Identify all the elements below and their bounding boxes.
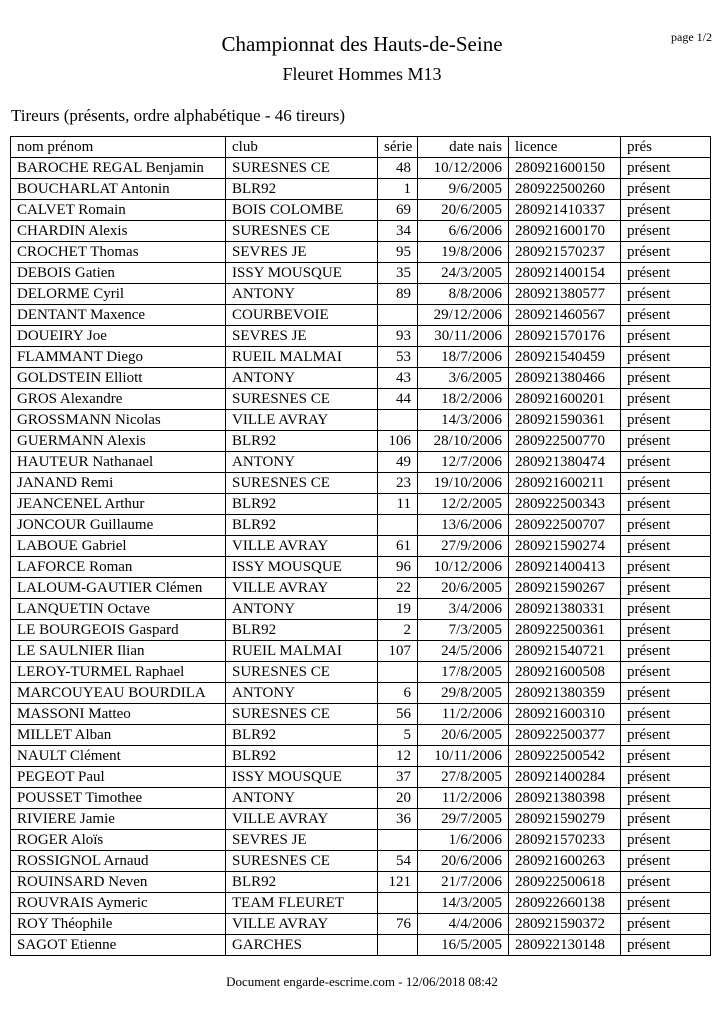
cell-club: VILLE AVRAY bbox=[226, 914, 378, 935]
cell-pres: présent bbox=[621, 473, 711, 494]
cell-serie: 95 bbox=[378, 242, 418, 263]
cell-serie: 121 bbox=[378, 872, 418, 893]
cell-date-nais: 24/5/2006 bbox=[418, 641, 509, 662]
cell-licence: 280921410337 bbox=[509, 200, 621, 221]
cell-pres: présent bbox=[621, 641, 711, 662]
table-row bbox=[11, 326, 711, 347]
table-body bbox=[11, 158, 711, 956]
cell-date-nais: 8/8/2006 bbox=[418, 284, 509, 305]
table-row bbox=[11, 599, 711, 620]
cell-licence: 280921600508 bbox=[509, 662, 621, 683]
cell-club: SURESNES CE bbox=[226, 221, 378, 242]
cell-pres: présent bbox=[621, 200, 711, 221]
cell-date-nais: 16/5/2005 bbox=[418, 935, 509, 956]
cell-date-nais: 24/3/2005 bbox=[418, 263, 509, 284]
cell-licence: 280921600310 bbox=[509, 704, 621, 725]
cell-club: ANTONY bbox=[226, 599, 378, 620]
page-subtitle: Fleuret Hommes M13 bbox=[282, 64, 442, 84]
table-row bbox=[11, 641, 711, 662]
cell-pres: présent bbox=[621, 872, 711, 893]
cell-date-nais: 11/2/2006 bbox=[418, 704, 509, 725]
table-row bbox=[11, 914, 711, 935]
cell-serie: 56 bbox=[378, 704, 418, 725]
cell-name: ROUINSARD Neven bbox=[11, 872, 226, 893]
table-row bbox=[11, 851, 711, 872]
cell-pres: présent bbox=[621, 725, 711, 746]
cell-club: GARCHES bbox=[226, 935, 378, 956]
table-row bbox=[11, 347, 711, 368]
cell-serie: 93 bbox=[378, 326, 418, 347]
table-row bbox=[11, 662, 711, 683]
cell-serie: 37 bbox=[378, 767, 418, 788]
cell-pres: présent bbox=[621, 620, 711, 641]
column-header-club: club bbox=[226, 137, 378, 158]
cell-name: FLAMMANT Diego bbox=[11, 347, 226, 368]
cell-licence: 280921380398 bbox=[509, 788, 621, 809]
cell-serie: 19 bbox=[378, 599, 418, 620]
cell-name: CHARDIN Alexis bbox=[11, 221, 226, 242]
cell-serie: 76 bbox=[378, 914, 418, 935]
cell-name: BAROCHE REGAL Benjamin bbox=[11, 158, 226, 179]
cell-serie: 12 bbox=[378, 746, 418, 767]
cell-licence: 280921600150 bbox=[509, 158, 621, 179]
column-header-name: nom prénom bbox=[11, 137, 226, 158]
cell-licence: 280922500542 bbox=[509, 746, 621, 767]
document-header bbox=[0, 0, 724, 85]
cell-date-nais: 20/6/2006 bbox=[418, 851, 509, 872]
cell-pres: présent bbox=[621, 704, 711, 725]
cell-club: BLR92 bbox=[226, 872, 378, 893]
cell-club: BLR92 bbox=[226, 179, 378, 200]
table-row bbox=[11, 179, 711, 200]
cell-club: TEAM FLEURET bbox=[226, 893, 378, 914]
cell-pres: présent bbox=[621, 431, 711, 452]
cell-licence: 280921400284 bbox=[509, 767, 621, 788]
cell-name: ROY Théophile bbox=[11, 914, 226, 935]
cell-pres: présent bbox=[621, 389, 711, 410]
cell-date-nais: 10/12/2006 bbox=[418, 158, 509, 179]
table-row bbox=[11, 767, 711, 788]
table-row bbox=[11, 452, 711, 473]
cell-date-nais: 12/2/2005 bbox=[418, 494, 509, 515]
cell-date-nais: 20/6/2005 bbox=[418, 578, 509, 599]
cell-club: ANTONY bbox=[226, 683, 378, 704]
cell-pres: présent bbox=[621, 368, 711, 389]
cell-licence: 280921380359 bbox=[509, 683, 621, 704]
cell-club: ANTONY bbox=[226, 452, 378, 473]
cell-club: SURESNES CE bbox=[226, 851, 378, 872]
cell-date-nais: 14/3/2005 bbox=[418, 893, 509, 914]
cell-serie bbox=[378, 830, 418, 851]
cell-date-nais: 7/3/2005 bbox=[418, 620, 509, 641]
cell-pres: présent bbox=[621, 557, 711, 578]
cell-name: GROS Alexandre bbox=[11, 389, 226, 410]
cell-name: SAGOT Etienne bbox=[11, 935, 226, 956]
cell-date-nais: 12/7/2006 bbox=[418, 452, 509, 473]
table-row bbox=[11, 410, 711, 431]
cell-licence: 280922500618 bbox=[509, 872, 621, 893]
cell-name: LEROY-TURMEL Raphael bbox=[11, 662, 226, 683]
cell-name: GOLDSTEIN Elliott bbox=[11, 368, 226, 389]
cell-serie: 43 bbox=[378, 368, 418, 389]
column-header-licence: licence bbox=[509, 137, 621, 158]
cell-name: POUSSET Timothee bbox=[11, 788, 226, 809]
cell-serie: 44 bbox=[378, 389, 418, 410]
cell-name: NAULT Clément bbox=[11, 746, 226, 767]
page-indicator: page 1/2 bbox=[671, 30, 712, 44]
table-row bbox=[11, 242, 711, 263]
cell-licence: 280921380577 bbox=[509, 284, 621, 305]
cell-serie: 49 bbox=[378, 452, 418, 473]
table-row bbox=[11, 746, 711, 767]
cell-club: ANTONY bbox=[226, 284, 378, 305]
cell-serie: 53 bbox=[378, 347, 418, 368]
cell-pres: présent bbox=[621, 536, 711, 557]
cell-pres: présent bbox=[621, 410, 711, 431]
table-row bbox=[11, 536, 711, 557]
cell-serie bbox=[378, 410, 418, 431]
cell-name: LE SAULNIER Ilian bbox=[11, 641, 226, 662]
cell-serie: 54 bbox=[378, 851, 418, 872]
footer-text: Document engarde-escrime.com - 12/06/2018 08:42 bbox=[226, 974, 498, 989]
cell-name: PEGEOT Paul bbox=[11, 767, 226, 788]
cell-serie: 23 bbox=[378, 473, 418, 494]
table-header-row bbox=[11, 137, 711, 158]
table-row bbox=[11, 557, 711, 578]
cell-club: BLR92 bbox=[226, 620, 378, 641]
cell-date-nais: 30/11/2006 bbox=[418, 326, 509, 347]
cell-club: ANTONY bbox=[226, 368, 378, 389]
cell-name: CALVET Romain bbox=[11, 200, 226, 221]
cell-pres: présent bbox=[621, 515, 711, 536]
cell-name: LABOUE Gabriel bbox=[11, 536, 226, 557]
cell-name: JANAND Remi bbox=[11, 473, 226, 494]
cell-licence: 280922500361 bbox=[509, 620, 621, 641]
cell-licence: 280921590279 bbox=[509, 809, 621, 830]
cell-licence: 280921600201 bbox=[509, 389, 621, 410]
cell-date-nais: 19/10/2006 bbox=[418, 473, 509, 494]
cell-serie bbox=[378, 662, 418, 683]
page-title: Championnat des Hauts-de-Seine bbox=[221, 32, 503, 56]
cell-name: LANQUETIN Octave bbox=[11, 599, 226, 620]
cell-date-nais: 10/12/2006 bbox=[418, 557, 509, 578]
cell-name: LAFORCE Roman bbox=[11, 557, 226, 578]
table-row bbox=[11, 725, 711, 746]
cell-club: VILLE AVRAY bbox=[226, 578, 378, 599]
cell-serie: 61 bbox=[378, 536, 418, 557]
cell-pres: présent bbox=[621, 914, 711, 935]
cell-pres: présent bbox=[621, 242, 711, 263]
cell-licence: 280921380331 bbox=[509, 599, 621, 620]
cell-club: COURBEVOIE bbox=[226, 305, 378, 326]
cell-date-nais: 20/6/2005 bbox=[418, 725, 509, 746]
cell-pres: présent bbox=[621, 452, 711, 473]
cell-name: CROCHET Thomas bbox=[11, 242, 226, 263]
cell-club: SURESNES CE bbox=[226, 158, 378, 179]
cell-club: SURESNES CE bbox=[226, 704, 378, 725]
cell-name: GUERMANN Alexis bbox=[11, 431, 226, 452]
cell-pres: présent bbox=[621, 305, 711, 326]
cell-name: DENTANT Maxence bbox=[11, 305, 226, 326]
cell-club: BOIS COLOMBE bbox=[226, 200, 378, 221]
cell-licence: 280921380466 bbox=[509, 368, 621, 389]
cell-serie: 6 bbox=[378, 683, 418, 704]
cell-pres: présent bbox=[621, 263, 711, 284]
cell-pres: présent bbox=[621, 830, 711, 851]
cell-licence: 280921570233 bbox=[509, 830, 621, 851]
cell-pres: présent bbox=[621, 662, 711, 683]
column-header-pres: prés bbox=[621, 137, 711, 158]
cell-date-nais: 28/10/2006 bbox=[418, 431, 509, 452]
cell-serie: 69 bbox=[378, 200, 418, 221]
cell-pres: présent bbox=[621, 683, 711, 704]
cell-date-nais: 27/9/2006 bbox=[418, 536, 509, 557]
cell-date-nais: 18/2/2006 bbox=[418, 389, 509, 410]
cell-serie: 5 bbox=[378, 725, 418, 746]
table-row bbox=[11, 389, 711, 410]
cell-club: BLR92 bbox=[226, 494, 378, 515]
cell-licence: 280921570237 bbox=[509, 242, 621, 263]
column-header-date-nais: date nais bbox=[418, 137, 509, 158]
cell-name: MILLET Alban bbox=[11, 725, 226, 746]
cell-licence: 280921590361 bbox=[509, 410, 621, 431]
cell-name: MARCOUYEAU BOURDILA bbox=[11, 683, 226, 704]
cell-club: BLR92 bbox=[226, 515, 378, 536]
cell-licence: 280921590372 bbox=[509, 914, 621, 935]
table-row bbox=[11, 368, 711, 389]
cell-name: JONCOUR Guillaume bbox=[11, 515, 226, 536]
table-row bbox=[11, 494, 711, 515]
cell-date-nais: 10/11/2006 bbox=[418, 746, 509, 767]
cell-date-nais: 20/6/2005 bbox=[418, 200, 509, 221]
cell-club: RUEIL MALMAI bbox=[226, 347, 378, 368]
table-row bbox=[11, 935, 711, 956]
cell-licence: 280921400154 bbox=[509, 263, 621, 284]
table-row bbox=[11, 284, 711, 305]
table-row bbox=[11, 515, 711, 536]
cell-pres: présent bbox=[621, 935, 711, 956]
cell-club: ISSY MOUSQUE bbox=[226, 263, 378, 284]
cell-club: SURESNES CE bbox=[226, 473, 378, 494]
table-row bbox=[11, 305, 711, 326]
cell-club: ANTONY bbox=[226, 788, 378, 809]
cell-licence: 280921590274 bbox=[509, 536, 621, 557]
cell-club: SEVRES JE bbox=[226, 830, 378, 851]
cell-date-nais: 14/3/2006 bbox=[418, 410, 509, 431]
cell-serie: 96 bbox=[378, 557, 418, 578]
cell-name: RIVIERE Jamie bbox=[11, 809, 226, 830]
cell-licence: 280921600263 bbox=[509, 851, 621, 872]
cell-date-nais: 18/7/2006 bbox=[418, 347, 509, 368]
cell-serie bbox=[378, 305, 418, 326]
cell-serie bbox=[378, 893, 418, 914]
cell-name: LALOUM-GAUTIER Clémen bbox=[11, 578, 226, 599]
cell-licence: 280921540721 bbox=[509, 641, 621, 662]
cell-licence: 280922500343 bbox=[509, 494, 621, 515]
cell-licence: 280921400413 bbox=[509, 557, 621, 578]
cell-club: VILLE AVRAY bbox=[226, 809, 378, 830]
cell-licence: 280921570176 bbox=[509, 326, 621, 347]
cell-date-nais: 1/6/2006 bbox=[418, 830, 509, 851]
table-row bbox=[11, 473, 711, 494]
cell-serie: 89 bbox=[378, 284, 418, 305]
table-row bbox=[11, 200, 711, 221]
table-row bbox=[11, 578, 711, 599]
cell-licence: 280921590267 bbox=[509, 578, 621, 599]
cell-date-nais: 29/7/2005 bbox=[418, 809, 509, 830]
table-row bbox=[11, 431, 711, 452]
cell-date-nais: 29/8/2005 bbox=[418, 683, 509, 704]
cell-date-nais: 9/6/2005 bbox=[418, 179, 509, 200]
cell-date-nais: 3/4/2006 bbox=[418, 599, 509, 620]
cell-club: ISSY MOUSQUE bbox=[226, 557, 378, 578]
cell-licence: 280921460567 bbox=[509, 305, 621, 326]
cell-licence: 280921600211 bbox=[509, 473, 621, 494]
cell-serie: 11 bbox=[378, 494, 418, 515]
table-row bbox=[11, 158, 711, 179]
table-row bbox=[11, 263, 711, 284]
cell-club: SURESNES CE bbox=[226, 389, 378, 410]
cell-name: DOUEIRY Joe bbox=[11, 326, 226, 347]
cell-serie: 106 bbox=[378, 431, 418, 452]
cell-club: SEVRES JE bbox=[226, 326, 378, 347]
table-row bbox=[11, 704, 711, 725]
table-row bbox=[11, 893, 711, 914]
cell-licence: 280922660138 bbox=[509, 893, 621, 914]
cell-name: HAUTEUR Nathanael bbox=[11, 452, 226, 473]
cell-licence: 280922500707 bbox=[509, 515, 621, 536]
cell-club: ISSY MOUSQUE bbox=[226, 767, 378, 788]
cell-pres: présent bbox=[621, 851, 711, 872]
cell-serie: 107 bbox=[378, 641, 418, 662]
cell-name: DELORME Cyril bbox=[11, 284, 226, 305]
cell-club: BLR92 bbox=[226, 725, 378, 746]
cell-name: BOUCHARLAT Antonin bbox=[11, 179, 226, 200]
cell-licence: 280921600170 bbox=[509, 221, 621, 242]
cell-date-nais: 21/7/2006 bbox=[418, 872, 509, 893]
table-row bbox=[11, 872, 711, 893]
cell-club: BLR92 bbox=[226, 431, 378, 452]
cell-name: DEBOIS Gatien bbox=[11, 263, 226, 284]
cell-pres: présent bbox=[621, 578, 711, 599]
cell-serie: 2 bbox=[378, 620, 418, 641]
cell-serie: 36 bbox=[378, 809, 418, 830]
cell-pres: présent bbox=[621, 746, 711, 767]
cell-serie: 34 bbox=[378, 221, 418, 242]
cell-date-nais: 13/6/2006 bbox=[418, 515, 509, 536]
cell-club: BLR92 bbox=[226, 746, 378, 767]
cell-pres: présent bbox=[621, 788, 711, 809]
cell-licence: 280921380474 bbox=[509, 452, 621, 473]
cell-club: RUEIL MALMAI bbox=[226, 641, 378, 662]
table-row bbox=[11, 221, 711, 242]
cell-pres: présent bbox=[621, 221, 711, 242]
cell-serie: 48 bbox=[378, 158, 418, 179]
cell-serie: 20 bbox=[378, 788, 418, 809]
cell-name: ROSSIGNOL Arnaud bbox=[11, 851, 226, 872]
cell-pres: présent bbox=[621, 284, 711, 305]
table-row bbox=[11, 809, 711, 830]
cell-date-nais: 27/8/2005 bbox=[418, 767, 509, 788]
cell-date-nais: 6/6/2006 bbox=[418, 221, 509, 242]
cell-licence: 280922500260 bbox=[509, 179, 621, 200]
cell-club: SEVRES JE bbox=[226, 242, 378, 263]
cell-name: LE BOURGEOIS Gaspard bbox=[11, 620, 226, 641]
cell-name: JEANCENEL Arthur bbox=[11, 494, 226, 515]
cell-pres: présent bbox=[621, 347, 711, 368]
section-title: Tireurs (présents, ordre alphabétique - 46 tireurs) bbox=[11, 106, 346, 125]
cell-licence: 280922500770 bbox=[509, 431, 621, 452]
cell-name: GROSSMANN Nicolas bbox=[11, 410, 226, 431]
cell-club: VILLE AVRAY bbox=[226, 536, 378, 557]
cell-date-nais: 17/8/2005 bbox=[418, 662, 509, 683]
cell-pres: présent bbox=[621, 158, 711, 179]
table-row bbox=[11, 620, 711, 641]
cell-pres: présent bbox=[621, 179, 711, 200]
cell-club: SURESNES CE bbox=[226, 662, 378, 683]
table-row bbox=[11, 788, 711, 809]
cell-club: VILLE AVRAY bbox=[226, 410, 378, 431]
cell-name: ROUVRAIS Aymeric bbox=[11, 893, 226, 914]
cell-pres: présent bbox=[621, 809, 711, 830]
cell-date-nais: 11/2/2006 bbox=[418, 788, 509, 809]
cell-licence: 280922500377 bbox=[509, 725, 621, 746]
cell-serie: 1 bbox=[378, 179, 418, 200]
cell-date-nais: 29/12/2006 bbox=[418, 305, 509, 326]
cell-licence: 280922130148 bbox=[509, 935, 621, 956]
table-row bbox=[11, 683, 711, 704]
fencers-table bbox=[10, 136, 711, 956]
cell-serie: 35 bbox=[378, 263, 418, 284]
cell-name: MASSONI Matteo bbox=[11, 704, 226, 725]
column-header-serie: série bbox=[378, 137, 418, 158]
cell-pres: présent bbox=[621, 767, 711, 788]
cell-date-nais: 19/8/2006 bbox=[418, 242, 509, 263]
cell-name: ROGER Aloïs bbox=[11, 830, 226, 851]
cell-licence: 280921540459 bbox=[509, 347, 621, 368]
table-row bbox=[11, 830, 711, 851]
cell-date-nais: 3/6/2005 bbox=[418, 368, 509, 389]
cell-date-nais: 4/4/2006 bbox=[418, 914, 509, 935]
cell-serie bbox=[378, 515, 418, 536]
cell-pres: présent bbox=[621, 893, 711, 914]
cell-pres: présent bbox=[621, 599, 711, 620]
cell-serie bbox=[378, 935, 418, 956]
cell-serie: 22 bbox=[378, 578, 418, 599]
cell-pres: présent bbox=[621, 326, 711, 347]
cell-pres: présent bbox=[621, 494, 711, 515]
